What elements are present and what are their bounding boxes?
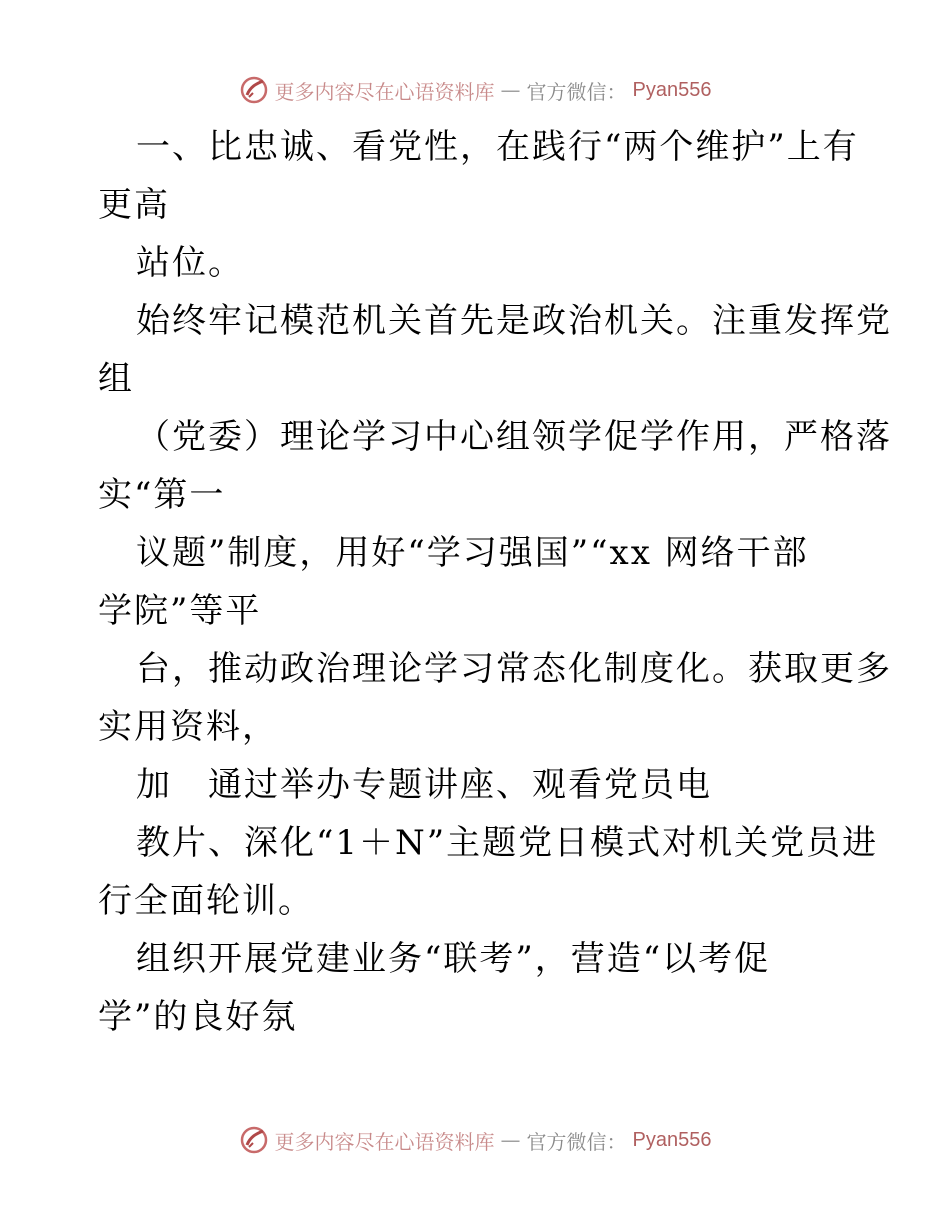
text-line-16: 学”的良好氛 (98, 997, 298, 1037)
watermark-header (0, 70, 950, 110)
text-line-13: 教片、深化“1＋N”主题党日模式对机关党员进 (136, 823, 879, 863)
watermark-text: 更多内容尽在心语资料库 (274, 79, 495, 104)
text-line-12: 加 通过举办专题讲座、观看党员电 (136, 765, 712, 805)
text-line-2: 更高 (98, 185, 170, 225)
text-line-11: 实用资料， (98, 707, 278, 747)
watermark-wechat-label: 官方微信： (526, 1129, 627, 1154)
text-line-3: 站位。 (136, 243, 244, 283)
document-body (98, 118, 892, 1046)
watermark-wechat-id: Pyan556 (632, 78, 712, 101)
text-line-5: 组 (98, 359, 134, 399)
text-line-9: 学院”等平 (98, 591, 262, 631)
watermark-text: 更多内容尽在心语资料库 (274, 1129, 495, 1154)
text-line-8: 议题”制度，用好“学习强国”“xx 网络干部 (136, 533, 809, 573)
pen-swirl-logo-icon (239, 1125, 269, 1155)
watermark-wechat-label: 官方微信： (526, 79, 627, 104)
text-line-7: 实“第一 (98, 475, 226, 515)
watermark-footer (0, 1120, 950, 1160)
text-line-1: 一、比忠诚、看党性，在践行“两个维护”上有 (136, 127, 859, 167)
text-line-15: 组织开展党建业务“联考”，营造“以考促 (136, 939, 771, 979)
text-line-14: 行全面轮训。 (98, 881, 314, 921)
watermark-separator: — (500, 78, 521, 102)
watermark-wechat-id: Pyan556 (632, 1128, 712, 1151)
watermark-separator: — (500, 1128, 521, 1152)
text-line-10: 台，推动政治理论学习常态化制度化。获取更多 (136, 649, 892, 689)
text-line-6: （党委）理论学习中心组领学促学作用，严格落 (136, 417, 892, 457)
pen-swirl-logo-icon (239, 75, 269, 105)
text-line-4: 始终牢记模范机关首先是政治机关。注重发挥党 (136, 301, 892, 341)
